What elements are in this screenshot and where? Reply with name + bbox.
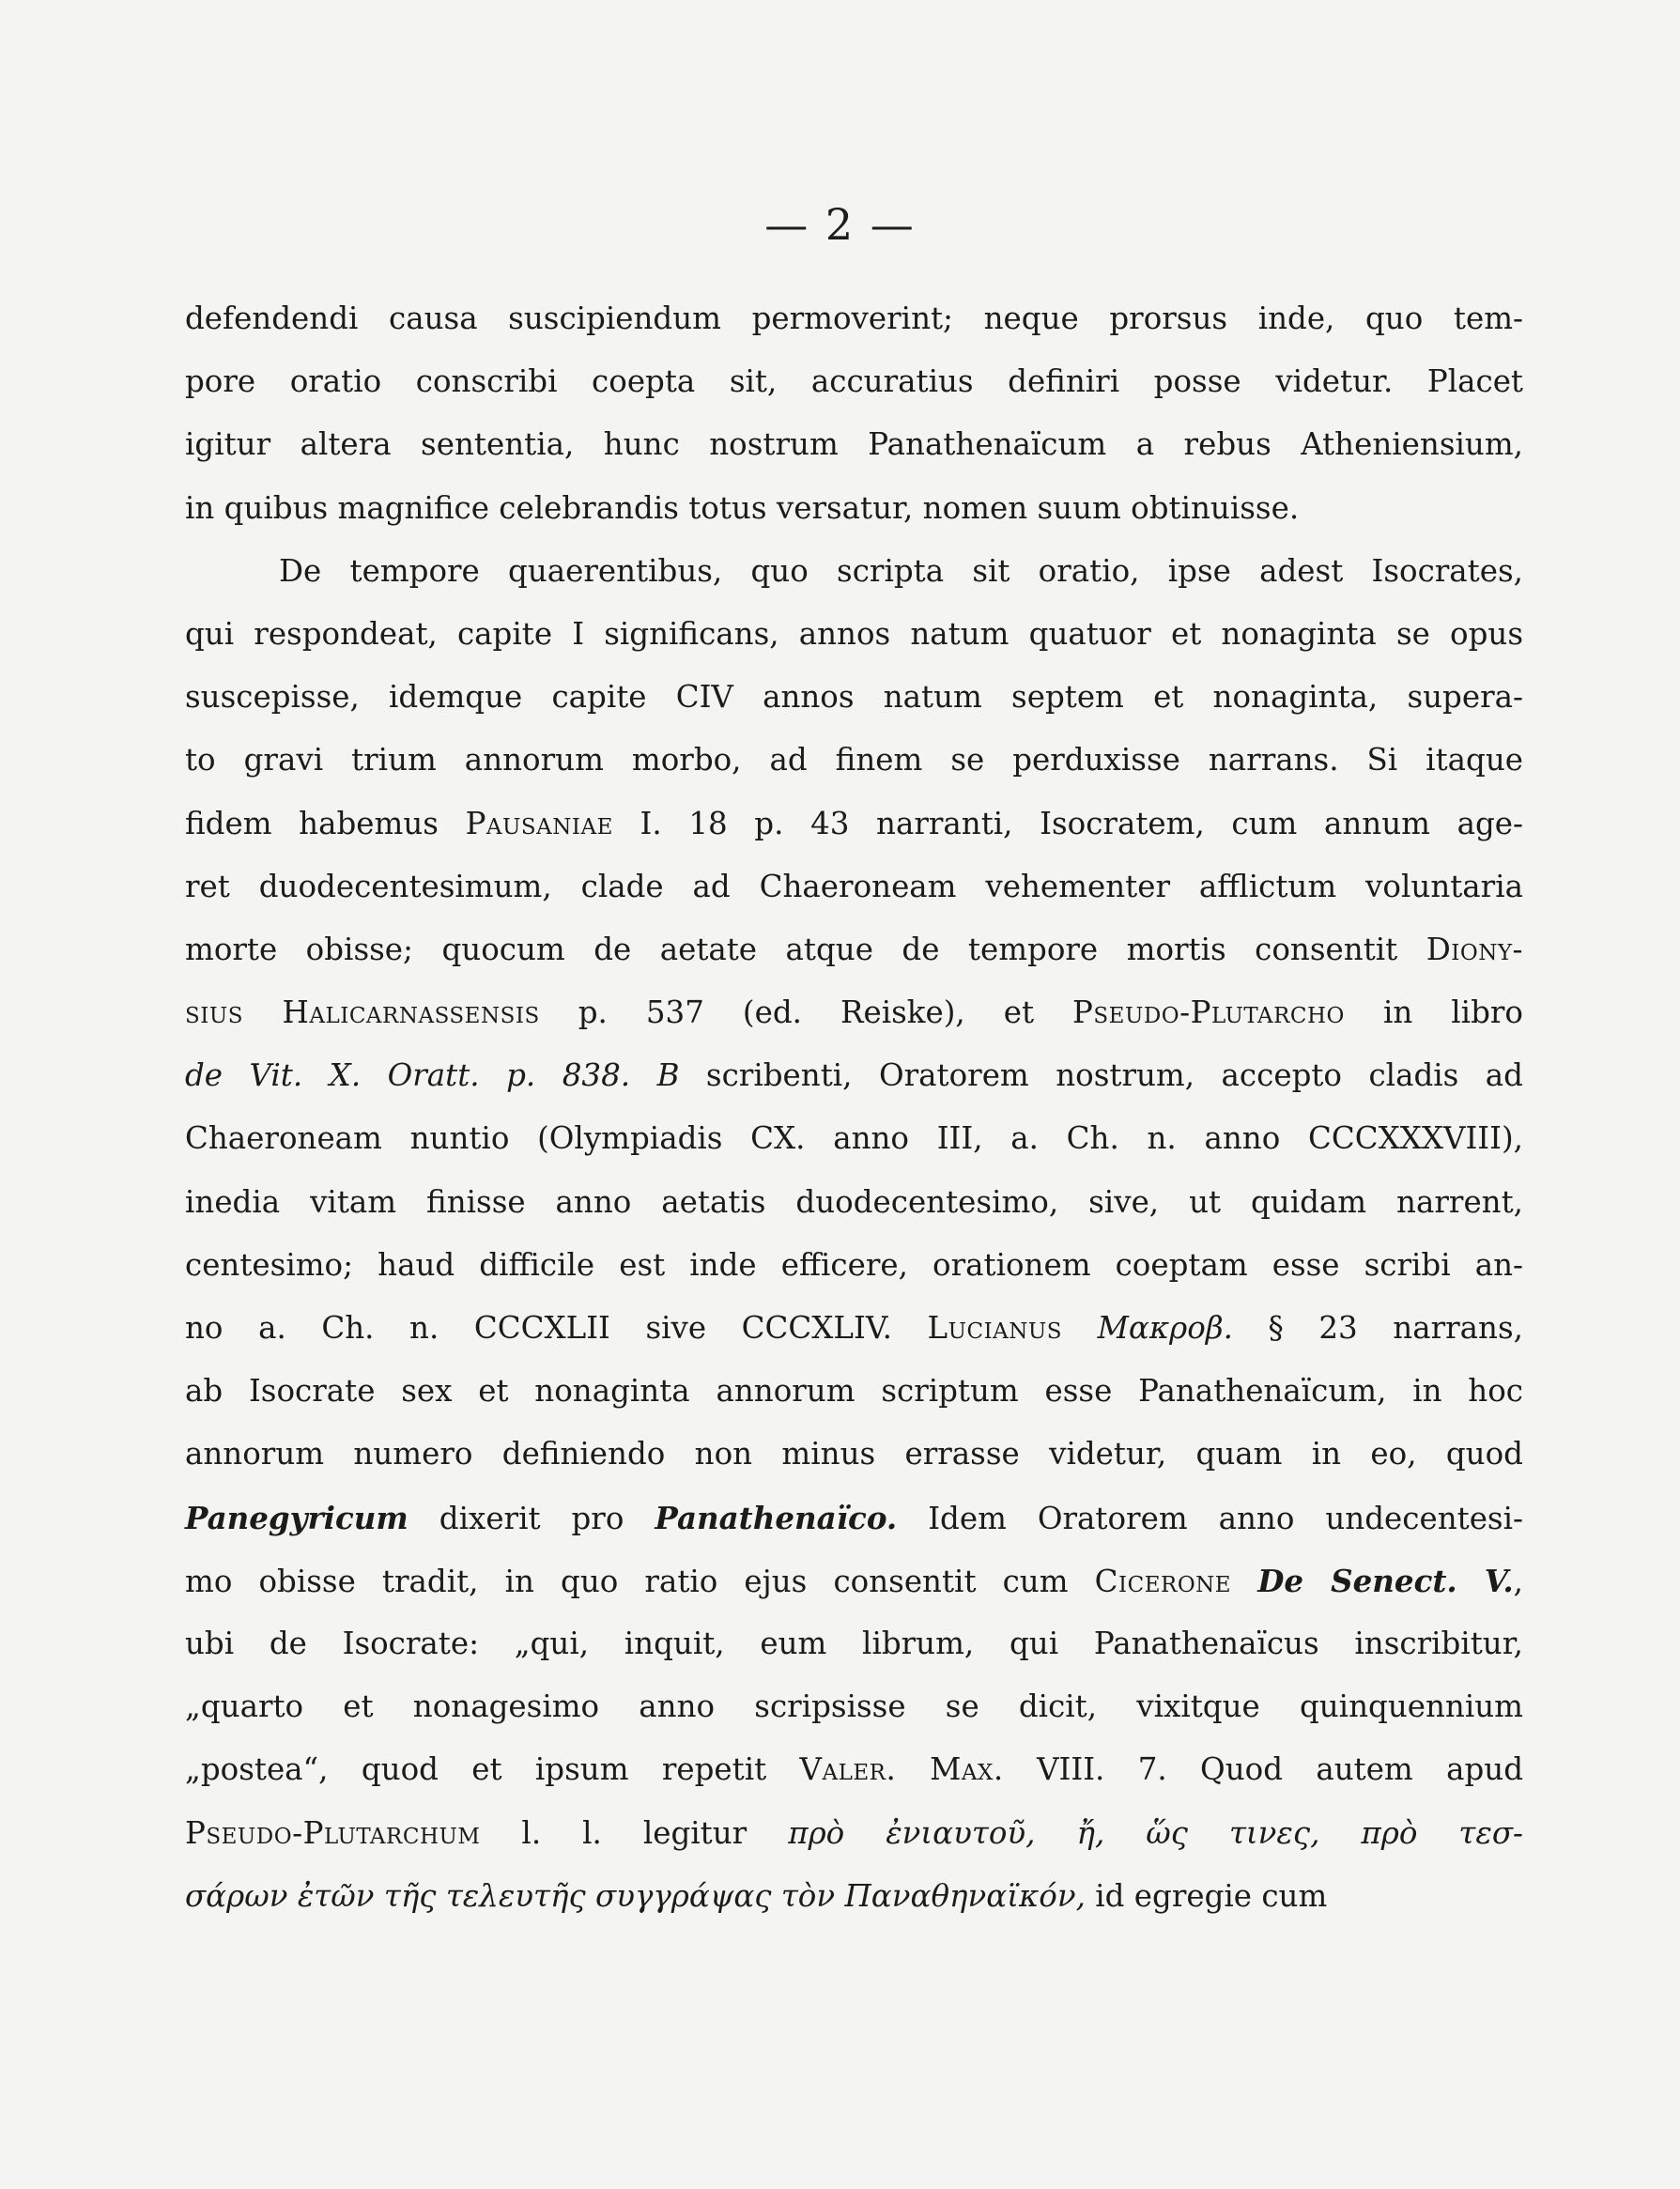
text-segment: in libro [1344, 994, 1523, 1031]
text-line [185, 1549, 1523, 1612]
text-line [185, 1171, 1523, 1234]
text-segment: Lucianus [927, 1310, 1063, 1346]
text-line [185, 1107, 1523, 1170]
text-segment [1231, 1564, 1257, 1599]
body-text [185, 287, 1523, 1928]
text-segment: l. l. legitur [480, 1814, 789, 1851]
text-segment: mo obisse tradit, in quo ratio ejus consentit cum [185, 1563, 1095, 1599]
text-segment: Panegyricum [185, 1499, 408, 1536]
text-line [185, 603, 1523, 666]
text-segment: p. 537 (ed. Reiske), et [539, 994, 1073, 1031]
text-segment: pore oratio conscribi coepta sit, accuratius definiri posse videtur. Placet [185, 363, 1523, 400]
text-line [185, 729, 1523, 792]
text-segment: Chaeroneam nuntio (Olympiadis CX. anno III, a. Ch. n. anno CCCXXXVIII), [185, 1120, 1523, 1157]
text-line [185, 1360, 1523, 1423]
text-segment: qui respondeat, capite I significans, annos natum quatuor et nonaginta se opus [185, 615, 1523, 652]
text-segment: De tempore quaerentibus, quo scripta sit oratio, ipse adest Isocrates, [279, 552, 1523, 589]
text-line [185, 981, 1523, 1044]
text-line [185, 1802, 1523, 1865]
text-segment: Pseudo-Plutarchum [185, 1814, 481, 1851]
text-segment: σάρων ἐτῶν τῆς τελευτῆς συγγράψας τὸν Παναθηναϊκόν, [185, 1877, 1086, 1914]
text-segment: dixerit pro [408, 1500, 655, 1536]
text-line [185, 540, 1523, 603]
text-line [185, 856, 1523, 918]
text-segment: scribenti, Oratorem nostrum, accepto cladis ad [679, 1057, 1523, 1094]
text-line [185, 1865, 1523, 1928]
text-segment: sius Halicarnassensis [185, 994, 540, 1031]
text-line [185, 793, 1523, 856]
text-line [185, 1612, 1523, 1675]
text-line [185, 1234, 1523, 1297]
text-line [185, 1738, 1523, 1801]
text-line [185, 918, 1523, 981]
text-segment: Idem Oratorem anno undecentesi- [897, 1500, 1523, 1536]
text-segment: in quibus magnifice celebrandis totus versatur, nomen suum obtinuisse. [185, 489, 1300, 526]
text-segment: ret duodecentesimum, clade ad Chaeroneam vehementer afflictum voluntaria [185, 868, 1523, 904]
text-line [185, 1487, 1523, 1549]
text-segment [1062, 1310, 1098, 1346]
text-segment: De Senect. V. [1257, 1562, 1514, 1599]
text-segment: VIII. 7. Quod autem apud [1003, 1751, 1523, 1788]
text-segment: to gravi trium annorum morbo, ad finem se perduxisse narrans. Si itaque [185, 742, 1523, 778]
text-line [185, 413, 1523, 476]
text-segment: I. 18 p. 43 narranti, Isocratem, cum annum age- [612, 805, 1523, 841]
text-segment: Valer. Max. [799, 1751, 1004, 1788]
text-line [185, 1675, 1523, 1738]
text-segment: Pseudo-Plutarcho [1072, 994, 1345, 1031]
text-segment: Μακροβ. [1097, 1310, 1233, 1346]
text-line [185, 666, 1523, 729]
text-line [185, 1297, 1523, 1360]
text-segment: morte obisse; quocum de aetate atque de tempore mortis consentit [185, 931, 1426, 967]
text-segment: ubi de Isocrate: „qui, inquit, eum librum, qui Panathenaïcus inscribitur, [185, 1625, 1523, 1661]
text-segment: no a. Ch. n. CCCXLII sive CCCXLIV. [185, 1310, 928, 1346]
text-segment: centesimo; haud difficile est inde efficere, orationem coeptam esse scribi an- [185, 1246, 1523, 1283]
text-line [185, 1423, 1523, 1486]
text-segment: πρὸ ἐνιαυτοῦ, ἤ, ὥς τινες, πρὸ τεσ- [788, 1814, 1523, 1851]
text-segment: fidem habemus [185, 805, 466, 841]
text-segment: § 23 narrans, [1232, 1310, 1523, 1346]
text-segment: ab Isocrate sex et nonaginta annorum scriptum esse Panathenaïcum, in hoc [185, 1373, 1523, 1410]
text-segment: inedia vitam finisse anno aetatis duodecentesimo, sive, ut quidam narrent, [185, 1183, 1523, 1220]
text-segment: defendendi causa suscipiendum permoverint; neque prorsus inde, quo tem- [185, 301, 1523, 336]
text-segment: Panathenaïco. [655, 1499, 898, 1536]
text-line [185, 350, 1523, 413]
text-segment: annorum numero definiendo non minus errasse videtur, quam in eo, quod [185, 1436, 1523, 1472]
text-segment: „quarto et nonagesimo anno scripsisse se dicit, vixitque quinquennium [185, 1688, 1523, 1725]
text-segment: de Vit. X. Oratt. p. 838. B [185, 1057, 680, 1094]
text-segment: „postea“, quod et ipsum repetit [185, 1751, 800, 1788]
text-segment: id egregie cum [1085, 1877, 1328, 1914]
text-segment: suscepisse, idemque capite CIV annos natum septem et nonaginta, supera- [185, 679, 1523, 716]
text-segment: Diony- [1426, 931, 1523, 967]
page-number: — 2 — [764, 199, 916, 250]
text-segment: Pausaniae [465, 805, 613, 841]
text-segment: Cicerone [1094, 1563, 1232, 1599]
text-line [185, 287, 1523, 350]
text-segment: , [1513, 1563, 1523, 1599]
text-line [185, 477, 1523, 540]
text-line [185, 1044, 1523, 1107]
text-segment: igitur altera sententia, hunc nostrum Panathenaïcum a rebus Atheniensium, [185, 426, 1523, 463]
